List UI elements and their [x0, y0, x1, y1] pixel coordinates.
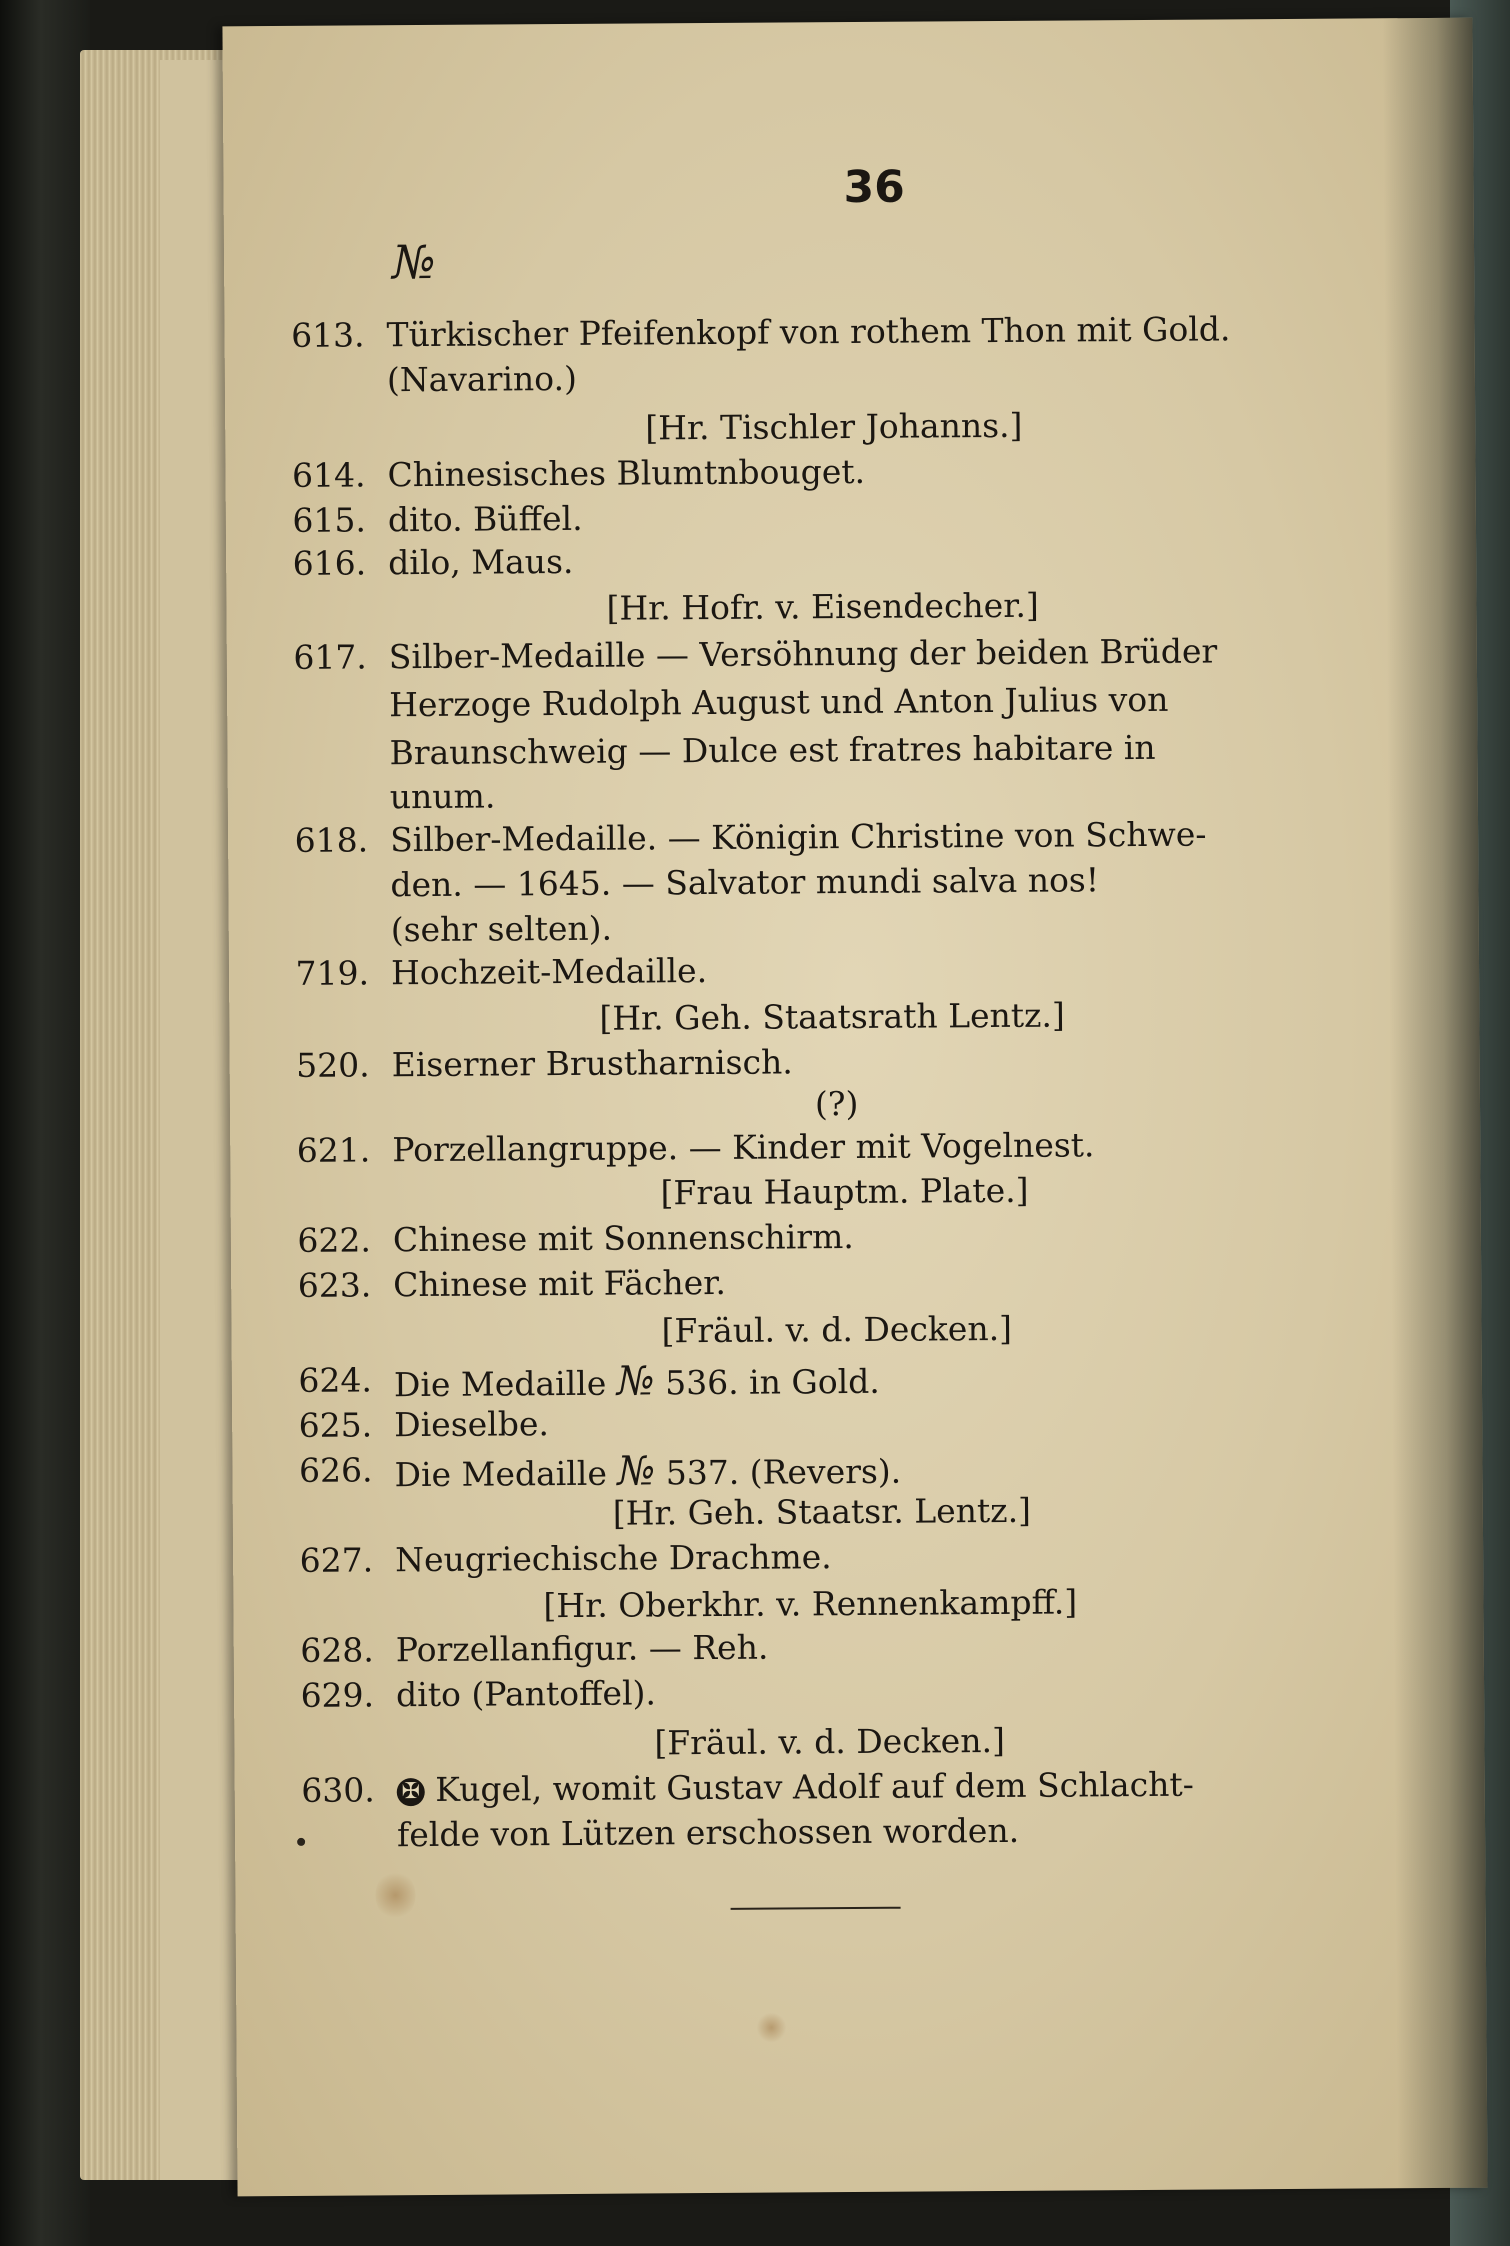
entry-text: dilo, Maus. [388, 541, 574, 583]
entry-text-part: Die Medaille [393, 1363, 607, 1405]
entry-number: 629. [300, 1675, 375, 1715]
entry-number: 626. [298, 1450, 373, 1490]
entry-text: Neugriechische Drachme. [395, 1537, 832, 1580]
ink-dot [297, 1838, 305, 1846]
donor-credit: [Fräul. v. d. Decken.] [654, 1720, 1005, 1763]
entry-number: 616. [292, 543, 367, 583]
donor-credit: [Hr. Oberkhr. v. Rennenkampff.] [543, 1582, 1078, 1626]
number-sign: № [617, 1448, 656, 1495]
entry-618-line-2: den. — 1645. — Salvator mundi salva nos! [390, 860, 1100, 905]
entry-text: dito. Büffel. [387, 498, 583, 540]
page-content [222, 18, 1487, 2197]
donor-credit: [Hr. Geh. Staatsr. Lentz.] [612, 1490, 1032, 1533]
entry-text-part: 537. (Revers). [665, 1451, 902, 1493]
entry-text: Chinesisches Blumtnbouget. [387, 451, 866, 495]
entry-text [394, 1357, 880, 1406]
entry-number: 622. [297, 1220, 372, 1260]
entry-number: 625. [298, 1405, 373, 1445]
section-divider [731, 1907, 901, 1910]
entry-text: dito (Pantoffel). [395, 1673, 657, 1715]
cross-icon: ✠ [397, 1778, 425, 1806]
page [222, 18, 1487, 2197]
entry-number: 624. [298, 1360, 373, 1400]
number-sign: № [391, 234, 436, 290]
number-sign: № [616, 1358, 655, 1405]
entry-text-part: 536. in Gold. [664, 1361, 880, 1403]
book-cover-left [0, 0, 90, 2246]
entry-number: 627. [299, 1540, 374, 1580]
entry-617-line-4: unum. [389, 776, 496, 817]
entry-text: Eiserner Brustharnisch. [391, 1042, 793, 1085]
uncertain-mark: (?) [814, 1083, 859, 1124]
entry-number: 614. [291, 455, 366, 495]
entry-text [394, 1447, 901, 1497]
entry-630-line-2: felde von Lützen erschossen worden. [396, 1810, 1020, 1855]
donor-credit: [Fräul. v. d. Decken.] [661, 1308, 1013, 1351]
entry-617-line-2: Herzoge Rudolph August und Anton Julius von [389, 679, 1169, 725]
entry-number: 621. [296, 1130, 371, 1170]
entry-number: 630. [301, 1770, 375, 1810]
entry-number: 719. [295, 953, 370, 993]
entry-text: Dieselbe. [394, 1404, 550, 1445]
entry-text: Silber-Medaille — Versöhnung der beiden Brüder [388, 631, 1218, 677]
entry-number: 617. [293, 637, 367, 677]
page-number: 36 [843, 161, 905, 214]
donor-credit: [Frau Hauptm. Plate.] [660, 1170, 1029, 1213]
donor-credit: [Hr. Hofr. v. Eisendecher.] [606, 585, 1039, 628]
entry-text: Chinese mit Sonnenschirm. [392, 1217, 854, 1260]
entry-number: 520. [296, 1045, 370, 1085]
entry-number: 623. [297, 1265, 372, 1305]
entry-text: Türkischer Pfeifenkopf von rothem Thon mit Gold. [386, 309, 1231, 355]
entry-text: Porzellangruppe. — Kinder mit Vogelnest. [392, 1125, 1095, 1170]
entry-number: 618. [294, 820, 369, 860]
entry-text: Hochzeit-Medaille. [390, 951, 708, 993]
entry-617-line-3: Braunschweig — Dulce est fratres habitare in [389, 727, 1156, 773]
entry-613-line-2: (Navarino.) [386, 358, 578, 400]
entry-text-part: Die Medaille [394, 1453, 608, 1495]
entry-text: Porzellanfigur. — Reh. [395, 1627, 769, 1670]
entry-text [397, 1765, 1194, 1810]
column-heading-number-sign [392, 235, 436, 289]
entry-text: Chinese mit Fächer. [393, 1262, 726, 1305]
entry-number: 628. [300, 1630, 374, 1670]
donor-credit: [Hr. Tischler Johanns.] [645, 405, 1023, 448]
entry-text-part: Kugel, womit Gustav Adolf auf dem Schlacht- [435, 1764, 1194, 1809]
entry-number: 613. [290, 315, 365, 355]
donor-credit: [Hr. Geh. Staatsrath Lentz.] [599, 995, 1065, 1038]
entry-text: Silber-Medaille. — Königin Christine von Schwe- [389, 814, 1207, 860]
entry-618-line-3: (sehr selten). [390, 908, 613, 950]
entry-number: 615. [292, 500, 367, 540]
